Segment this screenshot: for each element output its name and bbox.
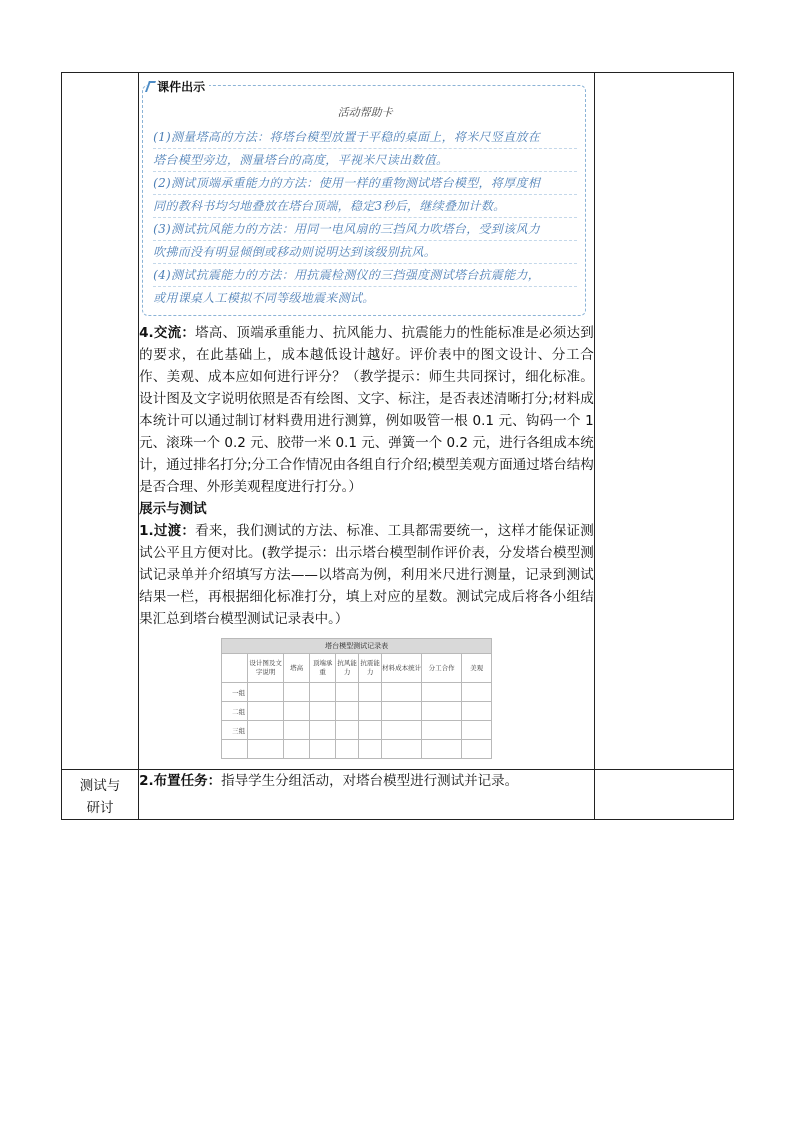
help-card — [142, 80, 586, 316]
activity-content-cell — [139, 73, 595, 770]
table-row — [222, 702, 492, 721]
exchange-paragraph — [139, 322, 594, 498]
task-cell — [139, 770, 595, 820]
card-line: (1)测量塔高的方法：将塔台模型放置于平稳的桌面上，将米尺竖直放在 — [153, 126, 577, 149]
header-cell — [222, 654, 248, 683]
stage-cell: 测试与 研讨 — [62, 770, 139, 820]
header-cell: 塔高 — [284, 654, 310, 683]
row-label: 三组 — [222, 721, 248, 740]
card-line: (4)测试抗震能力的方法：用抗震检测仪的三挡强度测试塔台抗震能力， — [153, 264, 577, 287]
row-label: 一组 — [222, 683, 248, 702]
card-line: (3)测试抗风能力的方法：用同一电风扇的三挡风力吹塔台，受到该风力 — [153, 218, 577, 241]
header-cell: 抗震能力 — [359, 654, 382, 683]
task-text: 指导学生分组活动，对塔台模型进行测试并记录。 — [221, 773, 519, 789]
header-cell: 美观 — [462, 654, 492, 683]
header-cell: 设计图及文字说明 — [248, 654, 284, 683]
task-row — [62, 770, 734, 820]
header-cell: 材料成本统计 — [382, 654, 422, 683]
card-line: 或用课桌人工模拟不同等级地震来测试。 — [153, 291, 375, 305]
section-heading: 展示与测试 — [139, 501, 207, 517]
card-title: 活动帮助卡 — [337, 106, 393, 119]
record-table-header — [222, 654, 492, 683]
card-line: 吹拂而没有明显倾倒或移动则说明达到该级别抗风。 — [153, 241, 577, 264]
exchange-text: 塔高、顶端承重能力、抗风能力、抗震能力的性能标准是必须达到的要求，在此基础上，成本越低设计越好。评价表中的图文设计、分工合作、美观、成本应如何进行评分？（教学提示：师生共同探讨，细化标准。设计图及文字说明依照是否有绘图、文字、标注，是否表述清晰打分;材料成本统计可以通过制订材料费用进行测算，例如吸管一根 0.1 元、钩码一个 1 元、滚珠一个 0.2 元、胶带一米 0.1 元、弹簧一个 0.2 元，进行各组成本统计，通过排名打分;分工合作情况由各组自行介绍;模型美观方面通过塔台结构是否合理、外形美观程度进行打分。） — [139, 325, 594, 495]
task-paragraph — [139, 770, 594, 792]
record-table-figure — [221, 638, 491, 759]
exchange-label: 4.交流： — [139, 325, 196, 341]
card-line: (2)测试顶端承重能力的方法：使用一样的重物测试塔台模型，将厚度相 — [153, 172, 577, 195]
task-label: 2.布置任务： — [139, 773, 222, 789]
table-row — [222, 721, 492, 740]
row-label: 二组 — [222, 702, 248, 721]
header-cell: 抗风能力 — [336, 654, 359, 683]
stage-cell-empty — [62, 73, 139, 770]
card-line: 塔台模型旁边，测量塔台的高度，平视米尺读出数值。 — [153, 149, 577, 172]
row-label — [222, 740, 248, 759]
transition-label: 1.过渡： — [139, 523, 196, 539]
table-row — [222, 683, 492, 702]
table-row — [222, 740, 492, 759]
transition-text: 看来，我们测试的方法、标准、工具都需要统一，这样才能保证测试公平且方便对比。(教学提示：出示塔台模型制作评价表，分发塔台模型测试记录单并介绍填写方法——以塔高为例，利用米尺进行测量，记录到测试结果一栏，再根据细化标准打分，填上对应的星数。测试完成后将各小组结果汇总到塔台模型测试记录表中。） — [139, 523, 594, 627]
transition-paragraph — [139, 520, 594, 630]
header-cell: 顶端承重 — [310, 654, 336, 683]
activity-row — [62, 73, 734, 770]
card-label: 课件出示 — [147, 78, 209, 95]
card-line: 同的教科书均匀地叠放在塔台顶端，稳定3秒后，继续叠加计数。 — [153, 195, 577, 218]
notes-cell-empty — [594, 73, 733, 770]
record-table — [221, 638, 492, 759]
notes-cell-empty — [594, 770, 733, 820]
header-cell: 分工合作 — [422, 654, 462, 683]
lesson-plan-table — [61, 72, 734, 820]
record-table-caption: 塔台模型测试记录表 — [222, 639, 492, 654]
